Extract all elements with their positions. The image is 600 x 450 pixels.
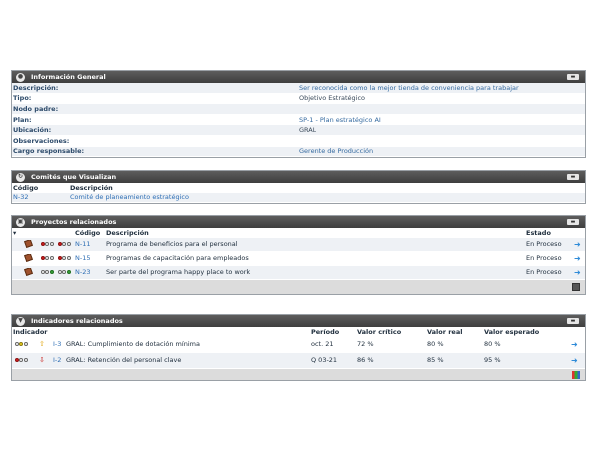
projects-panel — [11, 215, 586, 295]
info-label: Cargo responsable: — [13, 147, 85, 156]
traffic-light-icon — [67, 256, 71, 260]
project-icon — [12, 268, 41, 277]
indicator-period: Q 03-21 — [311, 356, 338, 364]
projects-footer — [12, 280, 585, 294]
table-row[interactable] — [12, 337, 585, 353]
general-info-panel — [11, 70, 586, 158]
indicator-expected: 80 % — [484, 340, 501, 348]
traffic-light-icon — [15, 358, 19, 362]
col-code: Código — [75, 228, 101, 237]
project-code[interactable]: N-11 — [75, 240, 91, 248]
traffic-light-icon — [58, 256, 62, 260]
project-description: Ser parte del programa happy place to work — [106, 268, 251, 276]
col-indicator: Indicador — [13, 327, 48, 336]
arrow-right-icon[interactable]: ➜ — [574, 267, 581, 277]
info-label: Observaciones: — [13, 136, 70, 145]
info-value: SP-1 - Plan estratégico AI — [299, 115, 381, 124]
traffic-light-icon — [45, 256, 49, 260]
indicator-expected: 95 % — [484, 356, 501, 364]
traffic-light-icon — [50, 256, 54, 260]
indicators-table-header — [12, 327, 585, 337]
committees-header — [12, 171, 585, 183]
info-value: Objetivo Estratégico — [299, 94, 366, 103]
indicator-code[interactable]: I-3 — [53, 340, 62, 348]
project-icon — [12, 240, 41, 249]
refresh-icon: ↻ — [17, 173, 24, 180]
indicator-lights — [12, 340, 39, 348]
projects-table-header — [12, 228, 585, 238]
traffic-light-icon — [67, 242, 71, 246]
indicator-critical: 86 % — [357, 356, 374, 364]
project-code[interactable]: N-23 — [75, 268, 91, 276]
indicators-title: Indicadores relacionados — [31, 317, 123, 325]
indicator-lights — [12, 356, 39, 364]
traffic-light-icon — [24, 358, 28, 362]
committees-panel — [11, 170, 586, 204]
project-icon — [12, 254, 41, 263]
traffic-light-icon — [19, 358, 23, 362]
indicator-critical: 72 % — [357, 340, 374, 348]
indicators-panel — [11, 314, 586, 381]
trend-up-icon: ⇧ — [39, 340, 45, 348]
arrow-right-icon[interactable]: ➜ — [571, 355, 578, 365]
table-row[interactable] — [12, 266, 585, 280]
traffic-light-icon — [15, 342, 19, 346]
committee-description[interactable]: Comité de planeamiento estratégico — [70, 193, 189, 202]
project-description: Programas de capacitación para empleados — [106, 254, 249, 262]
projects-header — [12, 216, 585, 228]
info-row — [12, 104, 585, 115]
traffic-light-icon — [50, 242, 54, 246]
traffic-light-icon — [45, 270, 49, 274]
arrow-right-icon[interactable]: ➜ — [574, 253, 581, 263]
indicator-code[interactable]: I-2 — [53, 356, 62, 364]
general-info-header — [12, 71, 585, 83]
indicator-period: oct. 21 — [311, 340, 334, 348]
indicator-real: 80 % — [427, 340, 444, 348]
info-row — [12, 125, 585, 136]
projects-title: Proyectos relacionados — [31, 218, 117, 226]
col-real: Valor real — [427, 327, 463, 336]
trend-down-icon: ⇩ — [39, 356, 45, 364]
progress-lights — [58, 240, 75, 248]
indicators-footer — [12, 369, 585, 380]
traffic-light-icon — [58, 270, 62, 274]
info-row — [12, 83, 585, 94]
status-lights — [41, 254, 58, 262]
filter-icon[interactable]: ▾ — [13, 228, 17, 237]
info-row — [12, 136, 585, 147]
progress-lights — [58, 254, 75, 262]
progress-lights — [58, 268, 75, 276]
export-icon[interactable] — [572, 283, 580, 291]
project-status: En Proceso — [526, 254, 562, 262]
table-row[interactable] — [12, 252, 585, 266]
arrow-right-icon[interactable]: ➜ — [574, 239, 581, 249]
project-description: Programa de beneficios para el personal — [106, 240, 238, 248]
col-critical: Valor crítico — [357, 327, 402, 336]
traffic-light-icon — [24, 342, 28, 346]
info-value: GRAL — [299, 126, 317, 135]
committees-title: Comités que Visualizan — [31, 173, 117, 181]
traffic-light-icon — [50, 270, 54, 274]
traffic-light-icon — [19, 342, 23, 346]
col-description: Descripción — [70, 183, 113, 192]
traffic-light-icon — [45, 242, 49, 246]
indicator-icon: ▼ — [16, 317, 25, 326]
traffic-light-icon — [58, 242, 62, 246]
general-info-title: Información General — [31, 73, 106, 81]
chart-icon[interactable] — [572, 371, 580, 379]
traffic-light-icon — [62, 242, 66, 246]
collapse-icon[interactable]: ▬ — [567, 74, 579, 80]
info-label: Plan: — [13, 115, 32, 124]
project-code[interactable]: N-15 — [75, 254, 91, 262]
collapse-icon[interactable]: ▬ — [567, 174, 579, 180]
traffic-light-icon — [41, 256, 45, 260]
table-row[interactable] — [12, 238, 585, 252]
status-lights — [41, 240, 58, 248]
indicator-real: 85 % — [427, 356, 444, 364]
indicator-name: GRAL: Retención del personal clave — [66, 356, 182, 364]
status-lights — [41, 268, 58, 276]
info-label: Descripción: — [13, 83, 59, 92]
traffic-light-icon — [41, 242, 45, 246]
traffic-light-icon — [62, 270, 66, 274]
col-expected: Valor esperado — [484, 327, 540, 336]
info-row — [12, 115, 585, 126]
col-period: Período — [311, 327, 340, 336]
info-label: Nodo padre: — [13, 104, 59, 113]
collapse-icon[interactable]: ▬ — [567, 318, 579, 324]
info-row — [12, 147, 585, 158]
info-icon: ● — [17, 73, 24, 80]
info-value: Gerente de Producción — [299, 147, 374, 156]
projects-icon: ▣ — [17, 218, 24, 225]
project-status: En Proceso — [526, 268, 562, 276]
collapse-icon[interactable]: ▬ — [567, 219, 579, 225]
info-label: Ubicación: — [13, 126, 52, 135]
traffic-light-icon — [67, 270, 71, 274]
table-row[interactable] — [12, 193, 585, 204]
traffic-light-icon — [62, 256, 66, 260]
indicator-name: GRAL: Cumplimiento de dotación mínima — [66, 340, 200, 348]
table-row[interactable] — [12, 353, 585, 369]
info-label: Tipo: — [13, 94, 32, 103]
info-value: Ser reconocida como la mejor tienda de conveniencia para trabajar — [299, 83, 519, 92]
project-status: En Proceso — [526, 240, 562, 248]
col-code: Código — [13, 183, 39, 192]
info-row — [12, 94, 585, 105]
committees-table-header — [12, 183, 585, 193]
arrow-right-icon[interactable]: ➜ — [571, 339, 578, 349]
col-status: Estado — [526, 228, 551, 237]
col-description: Descripción — [106, 228, 149, 237]
indicators-header — [12, 315, 585, 327]
committee-code[interactable]: N-32 — [13, 193, 29, 202]
traffic-light-icon — [41, 270, 45, 274]
